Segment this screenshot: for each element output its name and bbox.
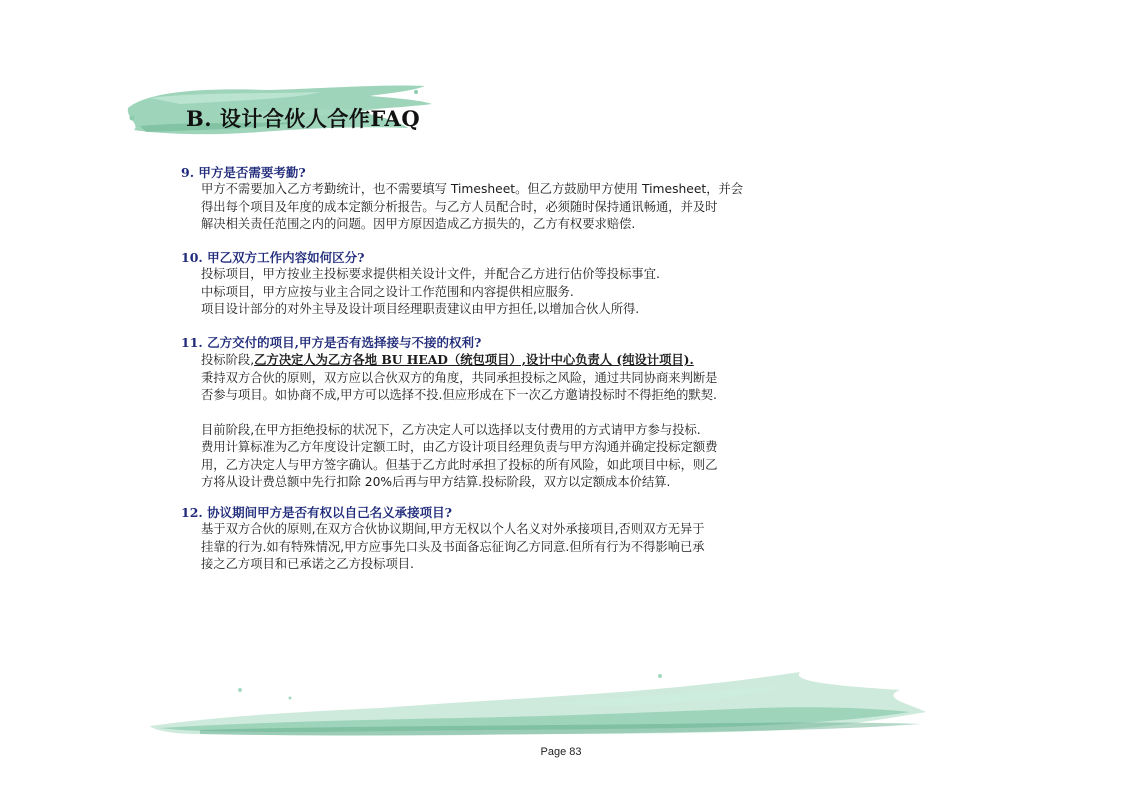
faq-question: 12. 协议期间甲方是否有权以自己名义承接项目?: [181, 505, 452, 520]
answer-line: 否参与项目。如协商不成,甲方可以选择不投.但应形成在下一次乙方邀请投标时不得拒绝的默契.: [201, 388, 717, 402]
faq-question: 11. 乙方交付的项目,甲方是否有选择接与不接的权利?: [181, 335, 482, 350]
answer-line: 甲方不需要加入乙方考勤统计，也不需要填写 Timesheet。但乙方鼓励甲方使用 Timesheet，并会: [201, 182, 744, 196]
answer-line-prefix: 投标阶段,: [201, 353, 255, 367]
answer-line: 用，乙方决定人与甲方签字确认。但基于乙方此时承担了投标的所有风险，如此项目中标，则乙: [201, 457, 718, 472]
answer-line: 项目设计部分的对外主导及设计项目经理职责建议由甲方担任,以增加合伙人所得.: [201, 302, 640, 316]
answer-line: 秉持双方合伙的原则，双方应以合伙双方的角度，共同承担投标之风险，通过共同协商来判断是: [201, 370, 718, 385]
faq-answer: [201, 351, 761, 492]
answer-line: 接之乙方项目和已承诺之乙方投标项目.: [201, 557, 414, 571]
faq-item-10: [181, 249, 761, 319]
faq-item-12: [181, 504, 761, 574]
answer-line: 中标项目，甲方应按与业主合同之设计工作范围和内容提供相应服务.: [201, 284, 574, 299]
faq-answer: [201, 266, 761, 319]
brush-stroke-footer-decoration: [140, 668, 930, 742]
answer-line: 得出每个项目及年度的成本定额分析报告。与乙方人员配合时，必须随时保持通讯畅通，并及时: [201, 199, 718, 214]
page-number: Page 83: [540, 746, 582, 758]
faq-question: 9. 甲方是否需要考勤?: [181, 165, 306, 180]
answer-line: 投标项目，甲方按业主投标要求提供相关设计文件，并配合乙方进行估价等投标事宜.: [201, 267, 660, 281]
faq-question: 10. 甲乙双方工作内容如何区分?: [181, 250, 365, 265]
decision-maker-emphasis: 乙方决定人为乙方各地 BU HEAD（统包项目）,设计中心负责人 (纯设计项目).: [254, 352, 694, 367]
faq-item-11: [181, 334, 761, 492]
answer-line: 费用计算标准为乙方年度设计定额工时，由乙方设计项目经理负责与甲方沟通并确定投标定额费: [201, 440, 718, 454]
answer-line: 挂靠的行为.如有特殊情况,甲方应事先口头及书面备忘征询乙方同意.但所有行为不得影响已承: [201, 539, 705, 554]
answer-line: 方将从设计费总额中先行扣除 20%后再与甲方结算.投标阶段，双方以定额成本价结算.: [201, 475, 671, 489]
faq-item-9: [181, 164, 761, 234]
faq-answer: [201, 181, 761, 234]
answer-line: 解决相关责任范围之内的问题。因甲方原因造成乙方损失的，乙方有权要求赔偿.: [201, 217, 636, 231]
faq-answer: [201, 521, 761, 574]
section-title: B. 设计合伙人合作FAQ: [186, 106, 421, 131]
answer-line: 目前阶段,在甲方拒绝投标的状况下，乙方决定人可以选择以支付费用的方式请甲方参与投标.: [201, 422, 701, 437]
answer-line-with-emphasis: [201, 351, 761, 370]
answer-line: 基于双方合伙的原则,在双方合伙协议期间,甲方无权以个人名义对外承接项目,否则双方无异于: [201, 522, 705, 536]
